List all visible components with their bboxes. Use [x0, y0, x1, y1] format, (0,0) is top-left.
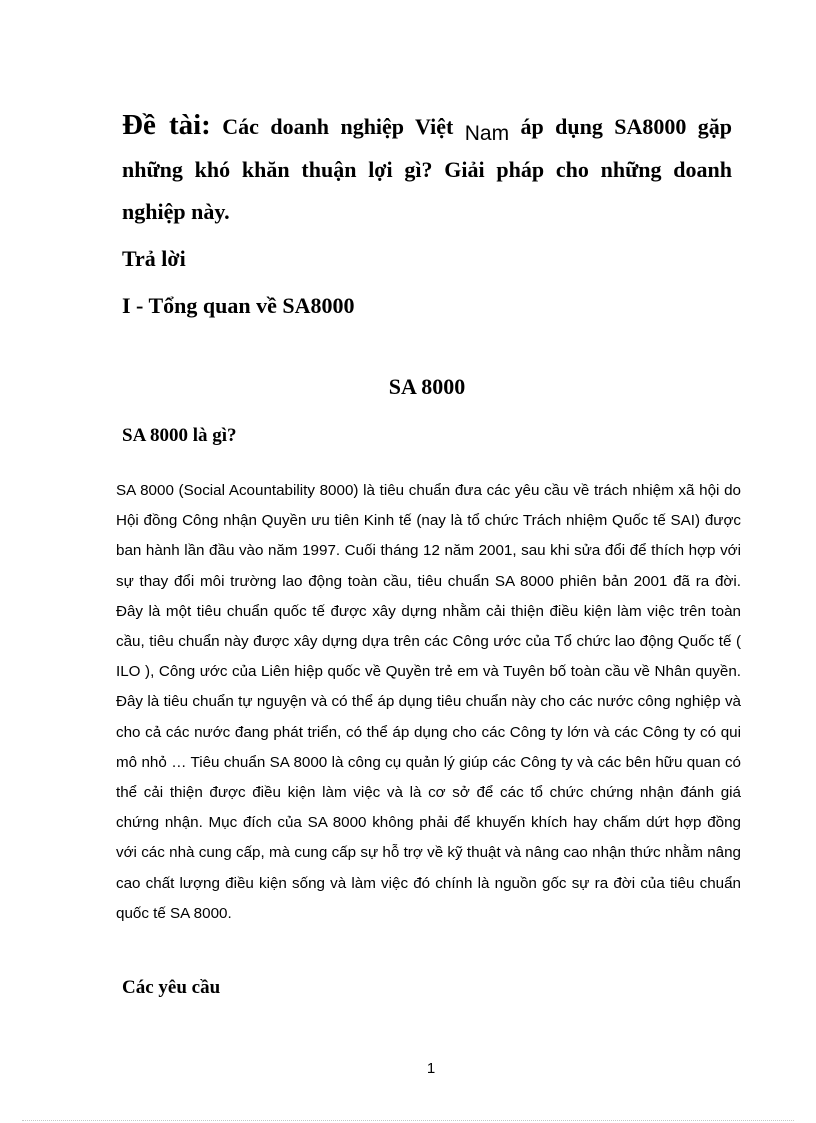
section-heading: I - Tổng quan về SA8000: [122, 293, 355, 318]
title-part-1: Các doanh nghiệp Việt: [222, 114, 454, 139]
title-nam: Nam: [464, 122, 510, 145]
subheading-what-is: SA 8000 là gì?: [122, 425, 237, 446]
subheading-requirements: Các yêu cầu: [122, 977, 221, 998]
page-number: 1: [426, 1060, 436, 1077]
title-part-2: áp dụng SA8000 gặp những khó khăn thuận lợi gì? Giải pháp cho những doanh nghiệp này.: [122, 114, 733, 224]
document-title: [122, 104, 732, 233]
title-lead: Đề tài:: [122, 109, 211, 141]
center-heading: SA 8000: [388, 374, 466, 399]
body-paragraph: SA 8000 (Social Acountability 8000) là tiêu chuẩn đưa các yêu cầu về trách nhiệm xã hội do Hội đồng Công nhận Quyền ưu tiên Kinh tế (nay là tổ chức Trách nhiệm Quốc tế SAI) được ban hành lần đầu vào năm 1997. Cuối tháng 12 năm 2001, sau khi sửa đổi để thích hợp với sự thay đổi môi trường lao động toàn cầu, tiêu chuẩn SA 8000 phiên bản 2001 đã ra đời. Đây là một tiêu chuẩn quốc tế được xây dựng nhằm cải thiện điều kiện làm việc trên toàn cầu, tiêu chuẩn này được xây dựng dựa trên các Công ước của Tổ chức lao động Quốc tế ( ILO ), Công ước của Liên hiệp quốc về Quyền trẻ em và Tuyên bố toàn cầu về Nhân quyền. Đây là tiêu chuẩn tự nguyện và có thể áp dụng tiêu chuẩn này cho các nước công nghiệp và cho cả các nước đang phát triển, có thể áp dụng cho các Công ty lớn và các Công ty có qui mô nhỏ … Tiêu chuẩn SA 8000 là công cụ quản lý giúp các Công ty và các bên hữu quan có thể cải thiện được điều kiện làm việc và là cơ sở để các tổ chức chứng nhận đánh giá chứng nhận. Mục đích của SA 8000 không phải để khuyến khích hay chấm dứt hợp đồng với các nhà cung cấp, mà cung cấp sự hỗ trợ về kỹ thuật và nâng cao nhận thức nhằm nâng cao chất lượng điều kiện sống và làm việc đó chính là nguồn gốc sự ra đời của tiêu chuẩn quốc tế SA 8000.: [116, 482, 741, 922]
page-bottom-edge: [22, 1120, 794, 1121]
answer-heading: Trả lời: [122, 246, 186, 271]
